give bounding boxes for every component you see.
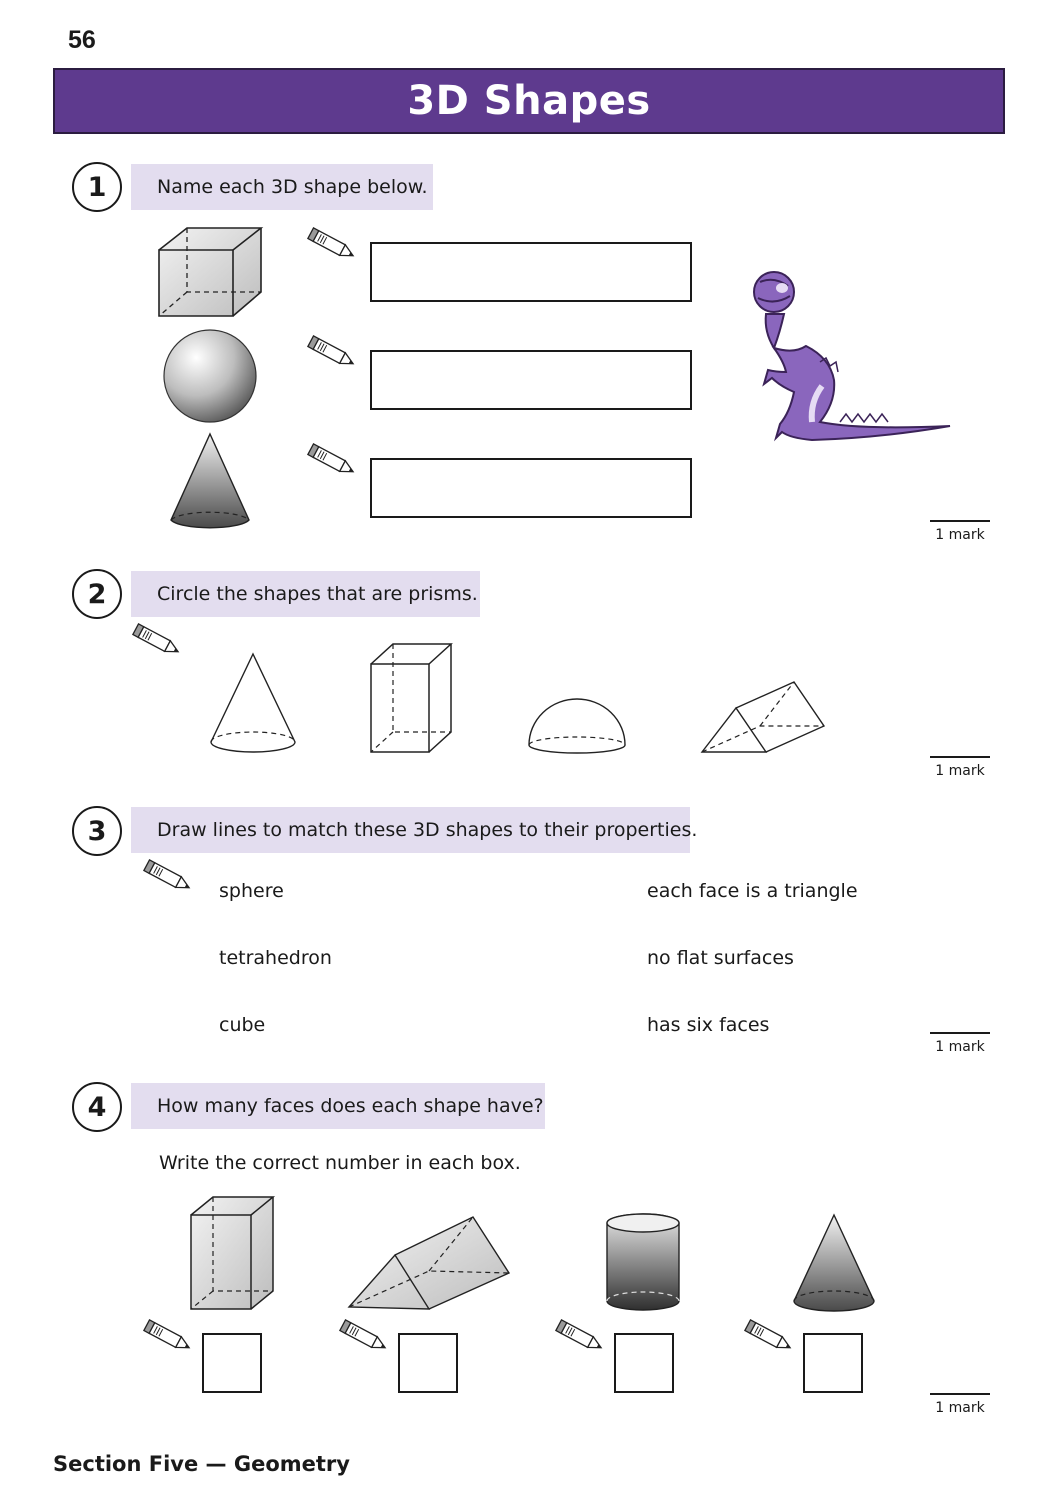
- shape-name-answer-box[interactable]: [370, 458, 692, 518]
- question-4-number: 4: [72, 1082, 122, 1132]
- crocodile-illustration: [750, 262, 960, 448]
- face-count-answer-box[interactable]: [803, 1333, 863, 1393]
- question-1-prompt: Name each 3D shape below.: [131, 164, 433, 210]
- title-bar: [53, 68, 1005, 134]
- face-count-answer-box[interactable]: [202, 1333, 262, 1393]
- hemisphere-icon[interactable]: [525, 695, 629, 757]
- pencil-icon: [131, 630, 187, 664]
- question-2-number: 2: [72, 569, 122, 619]
- face-count-answer-box[interactable]: [398, 1333, 458, 1393]
- mark-line: [930, 520, 990, 522]
- cylinder-icon: [603, 1211, 683, 1315]
- pencil-icon: [306, 342, 362, 376]
- question-1-number: 1: [72, 162, 122, 212]
- pencil-icon: [338, 1326, 394, 1360]
- mark-line: [930, 1032, 990, 1034]
- property-item[interactable]: each face is a triangle: [647, 880, 858, 902]
- mark-label: 1 mark: [935, 1400, 985, 1416]
- question-4-instruction: Write the correct number in each box.: [159, 1152, 521, 1174]
- triangular-prism-icon: [345, 1213, 513, 1315]
- question-3-prompt: Draw lines to match these 3D shapes to their properties.: [131, 807, 690, 853]
- page-number: 56: [68, 26, 96, 54]
- cone-icon: [790, 1211, 880, 1315]
- pencil-icon: [743, 1326, 799, 1360]
- page-title: 3D Shapes: [407, 78, 651, 124]
- question-4-prompt: How many faces does each shape have?: [131, 1083, 545, 1129]
- cone-icon[interactable]: [207, 650, 299, 760]
- pencil-icon: [142, 866, 198, 900]
- mark-label: 1 mark: [935, 763, 985, 779]
- pencil-icon: [306, 450, 362, 484]
- question-2-prompt: Circle the shapes that are prisms.: [131, 571, 480, 617]
- cuboid-icon[interactable]: [367, 640, 457, 758]
- property-item[interactable]: has six faces: [647, 1014, 770, 1036]
- shape-name-item[interactable]: sphere: [219, 880, 284, 902]
- triangular-prism-icon[interactable]: [698, 678, 828, 758]
- pencil-icon: [142, 1326, 198, 1360]
- property-item[interactable]: no flat surfaces: [647, 947, 794, 969]
- shape-name-answer-box[interactable]: [370, 350, 692, 410]
- mark-label: 1 mark: [935, 527, 985, 543]
- shape-name-item[interactable]: cube: [219, 1014, 266, 1036]
- mark-line: [930, 756, 990, 758]
- shape-name-answer-box[interactable]: [370, 242, 692, 302]
- mark-line: [930, 1393, 990, 1395]
- cone-icon: [166, 430, 256, 534]
- sphere-icon: [160, 328, 260, 424]
- face-count-answer-box[interactable]: [614, 1333, 674, 1393]
- mark-label: 1 mark: [935, 1039, 985, 1055]
- footer-section-label: Section Five — Geometry: [53, 1452, 350, 1476]
- question-3-number: 3: [72, 806, 122, 856]
- pencil-icon: [554, 1326, 610, 1360]
- cuboid-icon: [187, 1193, 279, 1315]
- cube-icon: [155, 224, 267, 320]
- shape-name-item[interactable]: tetrahedron: [219, 947, 332, 969]
- pencil-icon: [306, 234, 362, 268]
